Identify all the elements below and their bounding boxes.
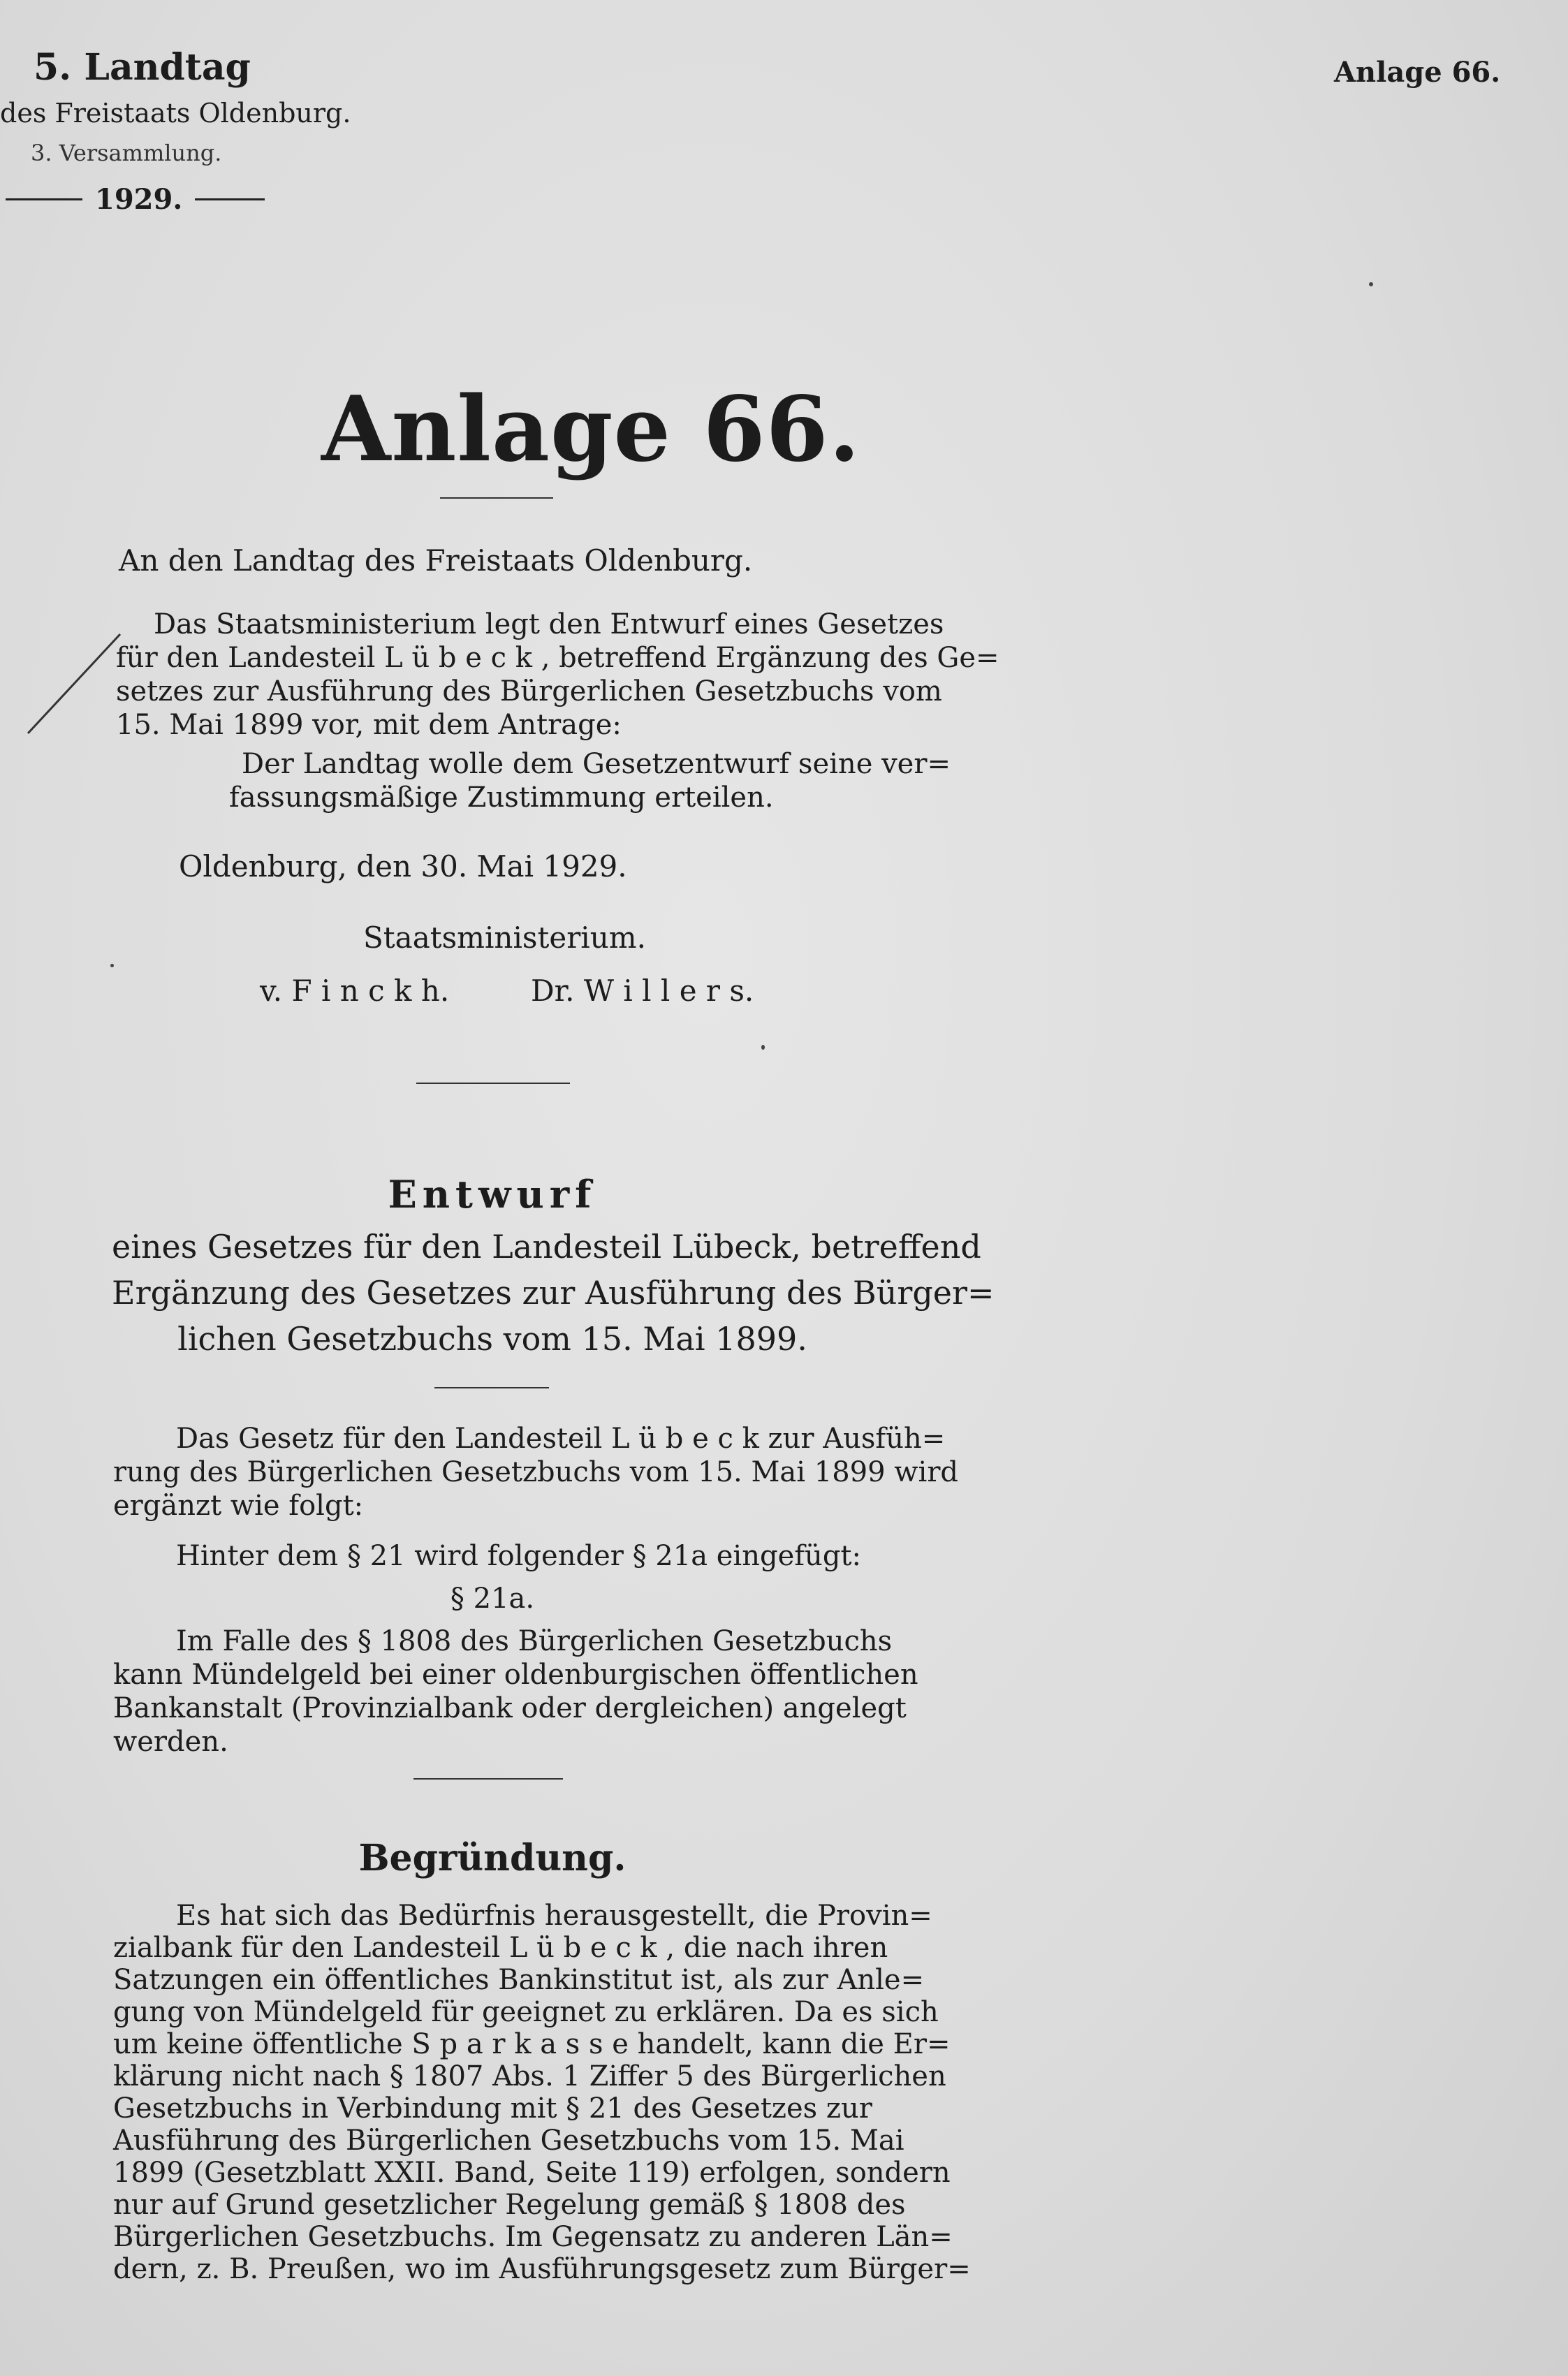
draft-subtitle-line: Ergänzung des Gesetzes zur Ausführung des Bürger= xyxy=(112,1274,995,1312)
reasoning-line: um keine öffentliche S p a r k a s s e handelt, kann die Er= xyxy=(113,2028,951,2060)
motion-line: fassungsmäßige Zustimmung erteilen. xyxy=(229,782,774,814)
intro-line: Das Staatsministerium legt den Entwurf eines Gesetzes xyxy=(154,608,944,640)
section-line: Bankanstalt (Provinzialbank oder dergleichen) angelegt xyxy=(113,1692,907,1724)
intro-paragraph xyxy=(116,608,999,814)
header-anlage-number: Anlage 66. xyxy=(1334,56,1501,89)
section-divider-2 xyxy=(413,1778,563,1780)
page-title: Anlage 66. xyxy=(321,377,861,482)
section-line: werden. xyxy=(113,1726,228,1758)
intro-text xyxy=(116,608,999,742)
reasoning-line: dern, z. B. Preußen, wo im Ausführungsgesetz zum Bürger= xyxy=(113,2253,971,2285)
draft-body-line: ergänzt wie folgt: xyxy=(113,1490,364,1522)
draft-subtitle xyxy=(112,1224,995,1362)
motion-line: Der Landtag wolle dem Gesetzentwurf seine ver= xyxy=(242,748,951,780)
section-21a-heading: § 21a. xyxy=(450,1583,535,1615)
reasoning-line: Satzungen ein öffentliches Bankinstitut ist, als zur Anle= xyxy=(113,1964,925,1996)
header-versammlung: 3. Versammlung. xyxy=(31,140,222,166)
place-date: Oldenburg, den 30. Mai 1929. xyxy=(179,849,627,883)
intro-line: für den Landesteil L ü b e c k , betreffend Ergänzung des Ge= xyxy=(116,642,999,674)
signature-finckh: v. F i n c k h. xyxy=(260,974,450,1008)
section-21a-text xyxy=(113,1625,918,1759)
intro-line: setzes zur Ausführung des Bürgerlichen Gesetzbuchs vom xyxy=(116,675,942,707)
reasoning-line: Bürgerlichen Gesetzbuchs. Im Gegensatz zu anderen Län= xyxy=(113,2221,953,2253)
draft-rule xyxy=(434,1387,549,1388)
year-rule-left xyxy=(6,198,82,200)
reasoning-line: zialbank für den Landesteil L ü b e c k , die nach ihren xyxy=(113,1932,888,1964)
reasoning-line: Es hat sich das Bedürfnis herausgestellt, die Provin= xyxy=(176,1900,932,1932)
signature-willers: Dr. W i l l e r s. xyxy=(531,974,754,1008)
reasoning-text xyxy=(113,1900,971,2285)
draft-subtitle-line: eines Gesetzes für den Landesteil Lübeck, betreffend xyxy=(112,1228,981,1266)
draft-body xyxy=(113,1422,959,1573)
header-landtag: 5. Landtag xyxy=(34,46,251,89)
header-freistaat: des Freistaats Oldenburg. xyxy=(0,98,351,129)
scan-speck xyxy=(110,964,114,967)
draft-body-line: Das Gesetz für den Landesteil L ü b e c k zur Ausfüh= xyxy=(176,1423,946,1455)
draft-heading: Entwurf xyxy=(388,1172,597,1217)
section-line: kann Mündelgeld bei einer oldenburgischen öffentlichen xyxy=(113,1659,918,1691)
address-line: An den Landtag des Freistaats Oldenburg. xyxy=(119,543,753,578)
year-rule-right xyxy=(195,198,265,200)
scan-speck xyxy=(1369,282,1373,286)
title-rule xyxy=(440,497,553,499)
draft-insert-line: Hinter dem § 21 wird folgender § 21a eingefügt: xyxy=(176,1540,861,1572)
reasoning-line: 1899 (Gesetzblatt XXII. Band, Seite 119) erfolgen, sondern xyxy=(113,2157,951,2189)
reasoning-line: nur auf Grund gesetzlicher Regelung gemäß § 1808 des xyxy=(113,2189,906,2221)
reasoning-line: klärung nicht nach § 1807 Abs. 1 Ziffer 5 des Bürgerlichen xyxy=(113,2060,946,2092)
scan-speck xyxy=(761,1045,765,1050)
reasoning-line: Gesetzbuchs in Verbindung mit § 21 des Gesetzes zur xyxy=(113,2092,872,2125)
section-line: Im Falle des § 1808 des Bürgerlichen Gesetzbuchs xyxy=(176,1625,893,1657)
motion-text xyxy=(116,747,951,814)
draft-subtitle-line: lichen Gesetzbuchs vom 15. Mai 1899. xyxy=(177,1320,807,1358)
section-divider-1 xyxy=(416,1083,570,1084)
reasoning-line: Ausführung des Bürgerlichen Gesetzbuchs vom 15. Mai xyxy=(113,2125,904,2157)
header-year: 1929. xyxy=(95,183,183,216)
ministry-name: Staatsministerium. xyxy=(363,921,646,955)
header-year-row xyxy=(6,183,271,216)
intro-line: 15. Mai 1899 vor, mit dem Antrage: xyxy=(116,709,622,741)
draft-body-line: rung des Bürgerlichen Gesetzbuchs vom 15. Mai 1899 wird xyxy=(113,1456,959,1488)
reasoning-line: gung von Mündelgeld für geeignet zu erklären. Da es sich xyxy=(113,1996,939,2028)
reasoning-heading: Begründung. xyxy=(358,1837,627,1879)
